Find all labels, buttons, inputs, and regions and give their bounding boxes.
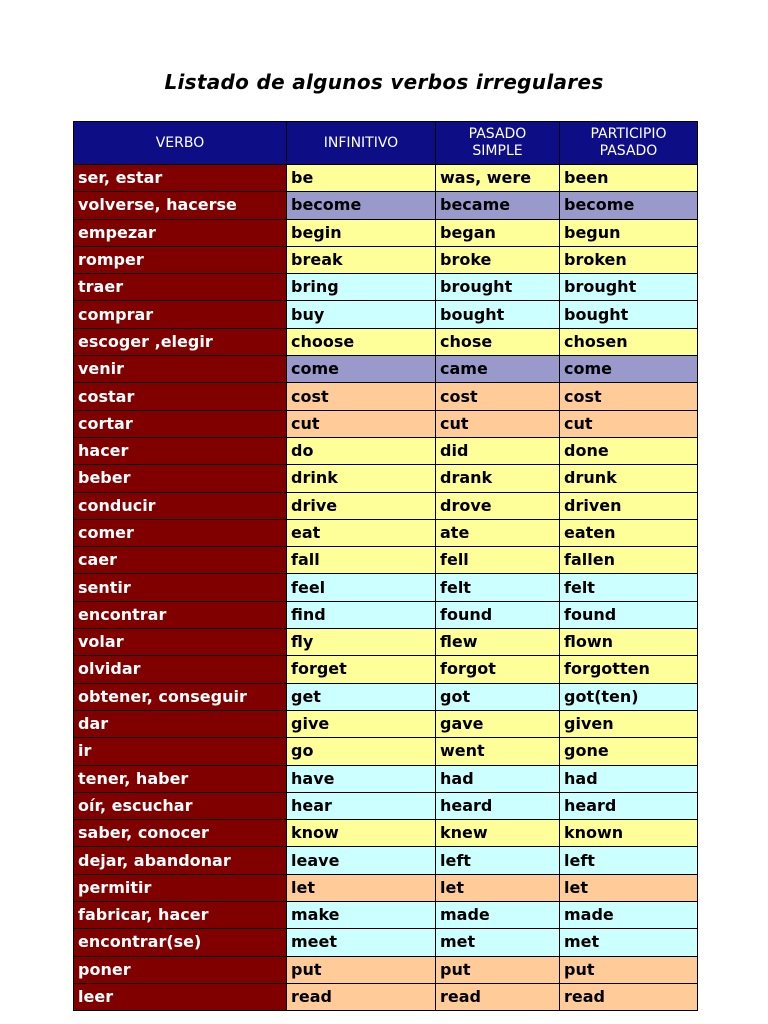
simple-past-cell: cost [436,383,560,410]
spanish-verb-cell: cortar [74,410,287,437]
table-header-row [74,122,698,165]
spanish-verb-cell: comer [74,519,287,546]
past-participle-cell: cut [560,410,698,437]
past-participle-cell: had [560,765,698,792]
simple-past-cell: found [436,601,560,628]
spanish-verb-cell: fabricar, hacer [74,902,287,929]
table-row [74,902,698,929]
infinitive-cell: cost [287,383,436,410]
table-row [74,983,698,1010]
infinitive-cell: give [287,710,436,737]
table-row [74,820,698,847]
table-row [74,792,698,819]
simple-past-cell: felt [436,574,560,601]
infinitive-cell: cut [287,410,436,437]
simple-past-cell: drank [436,465,560,492]
table-row [74,519,698,546]
table-row [74,847,698,874]
spanish-verb-cell: escoger ,elegir [74,328,287,355]
table-row [74,765,698,792]
infinitive-cell: go [287,738,436,765]
infinitive-cell: become [287,192,436,219]
infinitive-cell: drink [287,465,436,492]
table-row [74,246,698,273]
spanish-verb-cell: olvidar [74,656,287,683]
table-row [74,738,698,765]
simple-past-cell: heard [436,792,560,819]
infinitive-cell: buy [287,301,436,328]
spanish-verb-cell: saber, conocer [74,820,287,847]
spanish-verb-cell: ser, estar [74,165,287,192]
table-row [74,410,698,437]
past-participle-cell: come [560,356,698,383]
spanish-verb-cell: oír, escuchar [74,792,287,819]
simple-past-cell: read [436,983,560,1010]
simple-past-cell: knew [436,820,560,847]
table-row [74,874,698,901]
infinitive-cell: choose [287,328,436,355]
infinitive-cell: hear [287,792,436,819]
spanish-verb-cell: sentir [74,574,287,601]
infinitive-cell: put [287,956,436,983]
past-participle-cell: eaten [560,519,698,546]
infinitive-cell: break [287,246,436,273]
infinitive-cell: do [287,437,436,464]
spanish-verb-cell: volar [74,629,287,656]
table-row [74,683,698,710]
past-participle-cell: put [560,956,698,983]
table-row [74,574,698,601]
simple-past-cell: cut [436,410,560,437]
past-participle-cell: got(ten) [560,683,698,710]
past-participle-cell: broken [560,246,698,273]
past-participle-cell: left [560,847,698,874]
past-participle-cell: known [560,820,698,847]
header-infinitivo: INFINITIVO [287,122,436,165]
past-participle-cell: flown [560,629,698,656]
past-participle-cell: found [560,601,698,628]
simple-past-cell: flew [436,629,560,656]
past-participle-cell: bought [560,301,698,328]
past-participle-cell: done [560,437,698,464]
spanish-verb-cell: comprar [74,301,287,328]
spanish-verb-cell: permitir [74,874,287,901]
table-row [74,465,698,492]
simple-past-cell: came [436,356,560,383]
infinitive-cell: fall [287,547,436,574]
simple-past-cell: was, were [436,165,560,192]
infinitive-cell: find [287,601,436,628]
past-participle-cell: cost [560,383,698,410]
simple-past-cell: chose [436,328,560,355]
table-row [74,356,698,383]
simple-past-cell: left [436,847,560,874]
past-participle-cell: gone [560,738,698,765]
table-row [74,301,698,328]
table-row [74,192,698,219]
irregular-verbs-table [73,121,698,1011]
simple-past-cell: met [436,929,560,956]
simple-past-cell: drove [436,492,560,519]
infinitive-cell: eat [287,519,436,546]
spanish-verb-cell: dejar, abandonar [74,847,287,874]
infinitive-cell: let [287,874,436,901]
spanish-verb-cell: ir [74,738,287,765]
header-participio-pasado: PARTICIPIO PASADO [560,122,698,165]
past-participle-cell: felt [560,574,698,601]
infinitive-cell: forget [287,656,436,683]
infinitive-cell: feel [287,574,436,601]
simple-past-cell: put [436,956,560,983]
table-body [74,165,698,1011]
simple-past-cell: let [436,874,560,901]
page-title: Listado de algunos verbos irregulares [164,70,604,94]
past-participle-cell: become [560,192,698,219]
simple-past-cell: broke [436,246,560,273]
simple-past-cell: did [436,437,560,464]
infinitive-cell: drive [287,492,436,519]
table-row [74,437,698,464]
simple-past-cell: brought [436,274,560,301]
past-participle-cell: met [560,929,698,956]
past-participle-cell: heard [560,792,698,819]
table-row [74,929,698,956]
table-row [74,383,698,410]
infinitive-cell: get [287,683,436,710]
simple-past-cell: ate [436,519,560,546]
spanish-verb-cell: dar [74,710,287,737]
table-row [74,219,698,246]
spanish-verb-cell: conducir [74,492,287,519]
simple-past-cell: fell [436,547,560,574]
simple-past-cell: got [436,683,560,710]
simple-past-cell: bought [436,301,560,328]
spanish-verb-cell: volverse, hacerse [74,192,287,219]
infinitive-cell: meet [287,929,436,956]
simple-past-cell: had [436,765,560,792]
infinitive-cell: be [287,165,436,192]
table-row [74,328,698,355]
past-participle-cell: been [560,165,698,192]
simple-past-cell: gave [436,710,560,737]
infinitive-cell: come [287,356,436,383]
spanish-verb-cell: empezar [74,219,287,246]
past-participle-cell: brought [560,274,698,301]
infinitive-cell: read [287,983,436,1010]
past-participle-cell: forgotten [560,656,698,683]
spanish-verb-cell: poner [74,956,287,983]
infinitive-cell: bring [287,274,436,301]
table-row [74,629,698,656]
simple-past-cell: became [436,192,560,219]
table-row [74,601,698,628]
infinitive-cell: have [287,765,436,792]
past-participle-cell: made [560,902,698,929]
table-row [74,492,698,519]
infinitive-cell: know [287,820,436,847]
spanish-verb-cell: beber [74,465,287,492]
infinitive-cell: leave [287,847,436,874]
past-participle-cell: begun [560,219,698,246]
infinitive-cell: make [287,902,436,929]
header-verbo: VERBO [74,122,287,165]
spanish-verb-cell: costar [74,383,287,410]
past-participle-cell: let [560,874,698,901]
table-row [74,165,698,192]
simple-past-cell: went [436,738,560,765]
spanish-verb-cell: traer [74,274,287,301]
past-participle-cell: driven [560,492,698,519]
spanish-verb-cell: obtener, conseguir [74,683,287,710]
table-row [74,274,698,301]
past-participle-cell: chosen [560,328,698,355]
table-row [74,956,698,983]
past-participle-cell: drunk [560,465,698,492]
table-row [74,656,698,683]
spanish-verb-cell: romper [74,246,287,273]
spanish-verb-cell: encontrar(se) [74,929,287,956]
spanish-verb-cell: encontrar [74,601,287,628]
table-row [74,547,698,574]
table-row [74,710,698,737]
spanish-verb-cell: leer [74,983,287,1010]
spanish-verb-cell: hacer [74,437,287,464]
simple-past-cell: forgot [436,656,560,683]
simple-past-cell: began [436,219,560,246]
header-pasado-simple: PASADO SIMPLE [436,122,560,165]
infinitive-cell: fly [287,629,436,656]
simple-past-cell: made [436,902,560,929]
spanish-verb-cell: tener, haber [74,765,287,792]
past-participle-cell: fallen [560,547,698,574]
past-participle-cell: given [560,710,698,737]
infinitive-cell: begin [287,219,436,246]
past-participle-cell: read [560,983,698,1010]
spanish-verb-cell: caer [74,547,287,574]
spanish-verb-cell: venir [74,356,287,383]
